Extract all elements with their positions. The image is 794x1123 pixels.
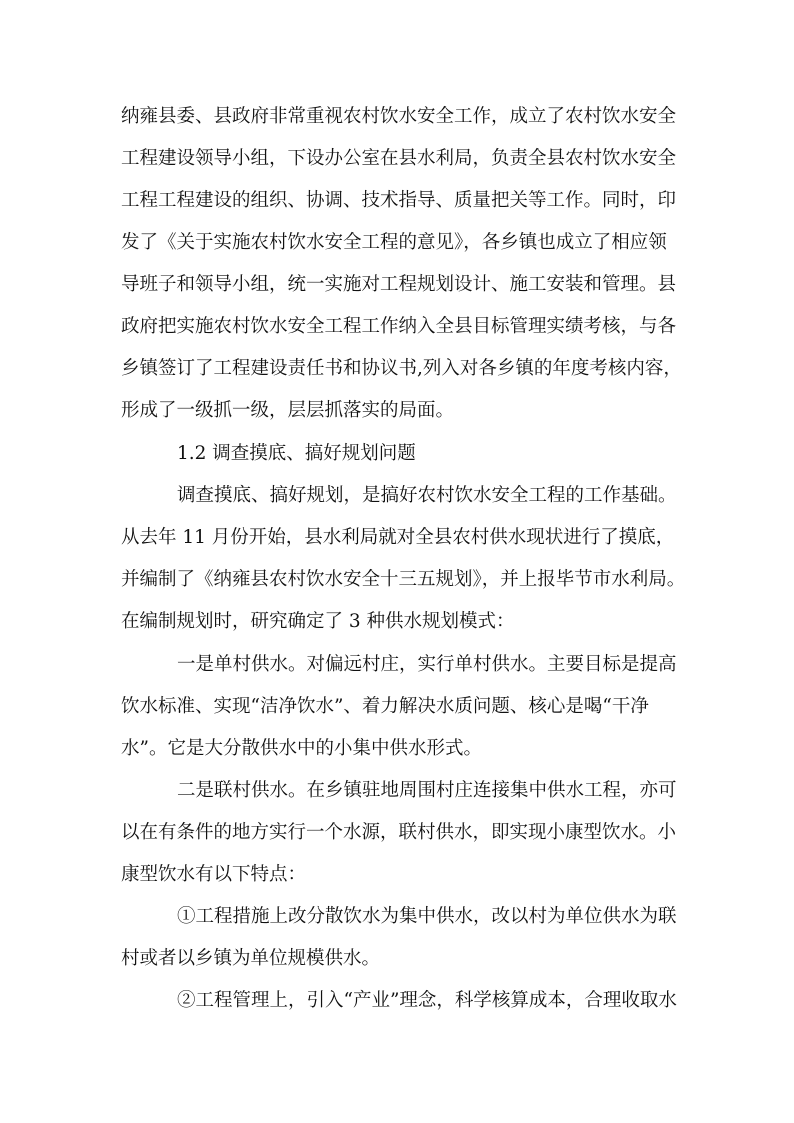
text-line: 饮水标准、实现“洁净饮水”、着力解决水质问题、核心是喝“干净 xyxy=(121,696,649,717)
text-line: 二是联村供水。在乡镇驻地周围村庄连接集中供水工程，亦可 xyxy=(177,780,677,801)
text-line: 工程工程建设的组织、协调、技术指导、质量把关等工作。同时，印 xyxy=(121,190,677,211)
text-line: 发了《关于实施农村饮水安全工程的意见》，各乡镇也成立了相应领 xyxy=(121,232,667,253)
text-line: 导班子和领导小组，统一实施对工程规划设计、施工安装和管理。县 xyxy=(121,274,677,295)
section-heading-text: 1.2 调查摸底、搞好规划问题 xyxy=(177,443,416,464)
text-line: 并编制了《纳雍县农村饮水安全十三五规划》，并上报毕节市水利局。 xyxy=(121,569,686,590)
text-line: 工程建设领导小组，下设办公室在县水利局，负责全县农村饮水安全 xyxy=(121,148,677,169)
text-line: 调查摸底、搞好规划，是搞好农村饮水安全工程的工作基础。 xyxy=(177,485,677,506)
text-line: 纳雍县委、县政府非常重视农村饮水安全工作，成立了农村饮水安全 xyxy=(121,106,677,127)
text-line: 形成了一级抓一级，层层抓落实的局面。 xyxy=(121,400,455,421)
text-line: 从去年 11 月份开始，县水利局就对全县农村供水现状进行了摸底， xyxy=(121,527,675,548)
text-line: 一是单村供水。对偏远村庄，实行单村供水。主要目标是提高 xyxy=(177,654,677,675)
text-line: 乡镇签订了工程建设责任书和协议书,列入对各乡镇的年度考核内容， xyxy=(121,358,682,379)
text-line: 政府把实施农村饮水安全工程工作纳入全县目标管理实绩考核，与各 xyxy=(121,316,677,337)
text-line: 在编制规划时，研究确定了 3 种供水规划模式： xyxy=(121,611,515,632)
text-line: 康型饮水有以下特点： xyxy=(121,864,307,885)
text-line: 村或者以乡镇为单位规模供水。 xyxy=(121,948,381,969)
text-line: 以在有条件的地方实行一个水源，联村供水，即实现小康型饮水。小 xyxy=(121,822,677,843)
text-line: ①工程措施上改分散饮水为集中供水，改以村为单位供水为联 xyxy=(177,906,677,927)
text-line: ②工程管理上，引入“产业”理念，科学核算成本，合理收取水 xyxy=(177,990,677,1011)
text-line: 水”。它是大分散供水中的小集中供水形式。 xyxy=(121,738,482,759)
